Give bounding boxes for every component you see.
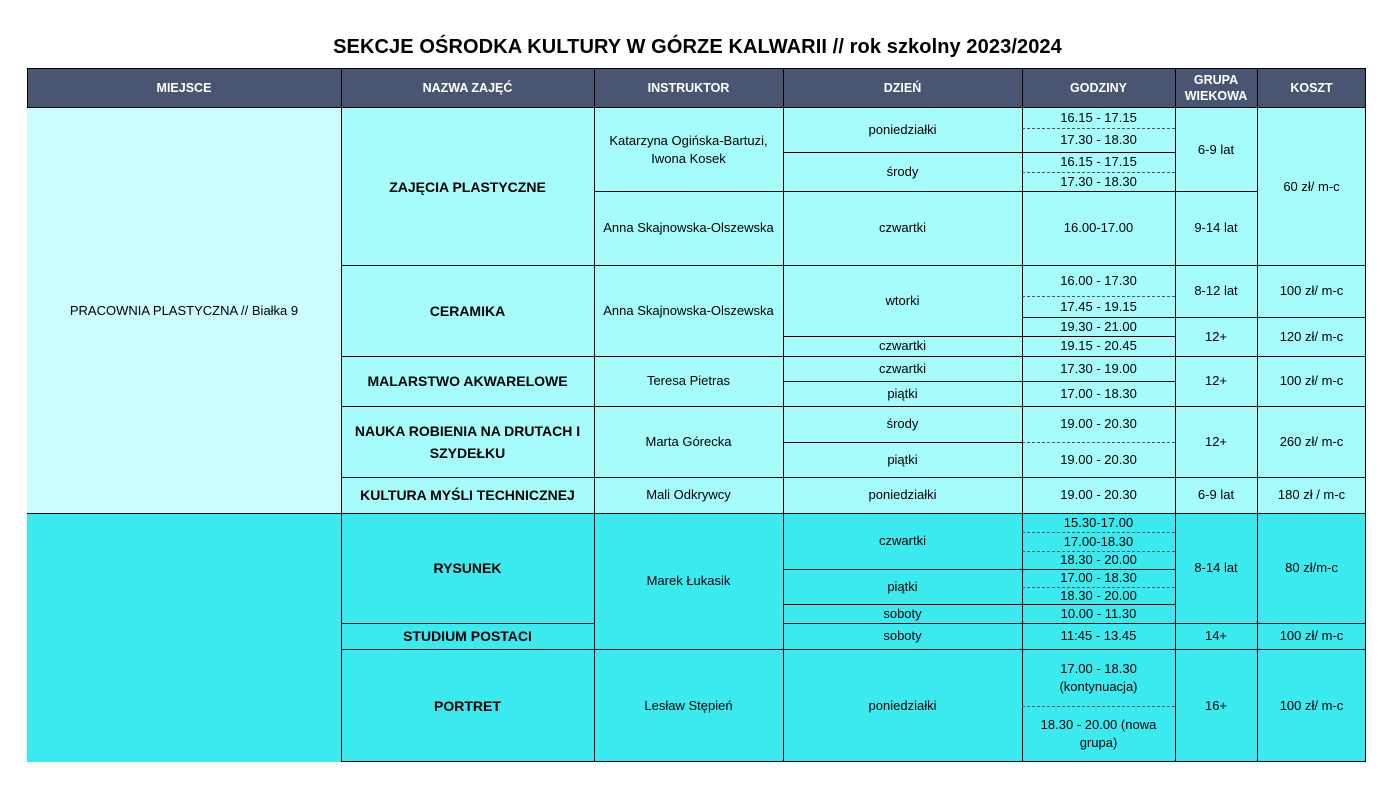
- header-dzien: DZIEŃ: [783, 68, 1022, 108]
- header-godziny: GODZINY: [1022, 68, 1175, 108]
- grid-line: [783, 152, 1175, 153]
- dzien-poniedzialki: poniedziałki: [868, 122, 937, 137]
- koszt-cell: 100 zł/ m-c: [1279, 373, 1344, 388]
- koszt-cell: 120 zł/ m-c: [1279, 328, 1344, 344]
- godziny-cell: 15.30-17.00: [1063, 514, 1134, 530]
- page-title: SEKCJE OŚRODKA KULTURY W GÓRZE KALWARII // rok szkolny 2023/2024: [333, 36, 1062, 58]
- nazwa-zajecia-plastyczne: ZAJĘCIA PLASTYCZNE: [389, 178, 546, 195]
- koszt-cell: 80 zł/m-c: [1285, 560, 1338, 575]
- grid-dash: [1022, 706, 1175, 707]
- dzien-czwartki-rysunek: czwartki: [879, 533, 926, 548]
- grid-line: [783, 381, 1175, 382]
- grid-dash: [1022, 587, 1175, 588]
- dzien-czwartki-malarstwo: czwartki: [879, 360, 926, 376]
- dzien-piatki-malarstwo: piątki: [887, 385, 918, 401]
- grid-line: [341, 356, 1366, 357]
- godziny-cell: 16.00-17.00: [1063, 220, 1134, 235]
- dzien-piatki-drutach: piątki: [887, 451, 918, 467]
- grid-line: [783, 569, 1175, 570]
- dzien-poniedzialki-kultura: poniedziałki: [868, 487, 937, 502]
- dzien-czwartki: czwartki: [879, 220, 926, 235]
- grupa-cell: 9-14 lat: [1194, 220, 1238, 235]
- grid-line: [341, 649, 1366, 650]
- godziny-cell: 17.30 - 18.30: [1060, 132, 1137, 147]
- grid-line: [783, 442, 1022, 443]
- instruktor-pietras: Teresa Pietras: [646, 373, 731, 388]
- grid-line: [783, 623, 1366, 624]
- dzien-soboty-rysunek: soboty: [883, 605, 922, 621]
- header-instruktor: INSTRUKTOR: [594, 68, 783, 108]
- instruktor-skajnowska: Anna Skajnowska-Olszewska: [603, 220, 774, 235]
- nazwa-ceramika: CERAMIKA: [429, 302, 506, 319]
- grupa-cell: 6-9 lat: [1197, 487, 1235, 502]
- instruktor-stepien: Lesław Stępień: [644, 697, 733, 713]
- grid-line: [594, 68, 595, 762]
- grid-line: [783, 68, 784, 762]
- dzien-poniedzialki-portret: poniedziałki: [868, 697, 937, 713]
- grupa-cell: 12+: [1204, 328, 1228, 344]
- grid-line: [27, 68, 28, 108]
- godziny-cell: 17.00-18.30: [1063, 533, 1134, 549]
- godziny-cell: 17.30 - 18.30: [1060, 173, 1137, 189]
- koszt-cell: 60 zł/ m-c: [1283, 178, 1340, 194]
- grid-line: [27, 513, 1366, 514]
- miejsce-pracownia: PRACOWNIA PLASTYCZNA // Białka 9: [69, 302, 299, 318]
- grid-line: [27, 107, 1366, 108]
- grupa-cell: 8-12 lat: [1194, 283, 1238, 298]
- grupa-cell: 12+: [1204, 433, 1228, 449]
- grid-line: [341, 623, 594, 624]
- koszt-cell: 260 zł/ m-c: [1279, 433, 1344, 449]
- dzien-piatki-rysunek: piątki: [887, 578, 918, 594]
- dzien-wtorki: wtorki: [885, 292, 920, 308]
- grid-line: [341, 761, 1366, 762]
- koszt-cell: 100 zł/ m-c: [1279, 628, 1344, 643]
- grid-line: [341, 477, 1366, 478]
- grupa-cell: 8-14 lat: [1194, 560, 1238, 575]
- instruktor-lukasik: Marek Łukasik: [646, 573, 731, 588]
- godziny-cell: 17.00 - 18.30 (kontynuacja): [1059, 660, 1138, 694]
- grid-line: [27, 68, 1366, 69]
- nazwa-rysunek: RYSUNEK: [433, 560, 502, 576]
- grid-line: [1175, 68, 1176, 762]
- grid-dash: [1022, 551, 1175, 552]
- godziny-cell: 16.00 - 17.30: [1060, 272, 1137, 288]
- grid-dash: [1022, 172, 1175, 173]
- grid-dash: [1022, 128, 1175, 129]
- godziny-cell: 19.00 - 20.30: [1060, 487, 1137, 502]
- koszt-cell: 100 zł/ m-c: [1279, 697, 1344, 713]
- koszt-cell: 100 zł/ m-c: [1279, 283, 1344, 298]
- dzien-srody-drutach: środy: [886, 416, 919, 431]
- dzien-czwartki-ceramika: czwartki: [879, 338, 926, 353]
- header-nazwa: NAZWA ZAJĘĆ: [341, 68, 594, 108]
- grid-line: [1365, 68, 1366, 762]
- grid-line: [1022, 317, 1366, 318]
- nazwa-studium-postaci: STUDIUM POSTACI: [403, 628, 532, 644]
- dzien-srody: środy: [886, 163, 919, 179]
- instruktor-mali-odkrywcy: Mali Odkrywcy: [646, 487, 731, 502]
- grid-dash: [1022, 532, 1175, 533]
- grupa-cell: 6-9 lat: [1197, 141, 1235, 157]
- godziny-cell: 18.30 - 20.00: [1060, 587, 1137, 603]
- instruktor-skajnowska-ceramika: Anna Skajnowska-Olszewska: [603, 302, 774, 318]
- header-miejsce: MIEJSCE: [27, 68, 341, 108]
- instruktor- oginska-kosek: Katarzyna Ogińska-Bartuzi, Iwona Kosek: [609, 132, 768, 166]
- grid-dash: [1022, 442, 1175, 443]
- grid-line: [783, 336, 1175, 337]
- godziny-cell: 18.30 - 20.00 (nowa grupa): [1040, 717, 1157, 750]
- godziny-cell: 19.30 - 21.00: [1060, 318, 1137, 334]
- instruktor-gorecka: Marta Górecka: [645, 433, 732, 449]
- nazwa-kultura-mysli: KULTURA MYŚLI TECHNICZNEJ: [360, 487, 575, 503]
- godziny-cell: 17.00 - 18.30: [1060, 570, 1137, 585]
- godziny-cell: 10.00 - 11.30: [1060, 605, 1137, 621]
- grid-dash: [1022, 296, 1175, 297]
- koszt-cell: 180 zł / m-c: [1277, 487, 1346, 502]
- grid-line: [1257, 68, 1258, 762]
- dzien-soboty-studium: soboty: [883, 628, 922, 643]
- godziny-cell: 17.45 - 19.15: [1060, 298, 1137, 314]
- godziny-cell: 11:45 - 13.45: [1060, 628, 1137, 643]
- godziny-cell: 17.00 - 18.30: [1060, 385, 1137, 401]
- grid-line: [594, 191, 1257, 192]
- grupa-cell: 14+: [1204, 628, 1228, 643]
- grid-line: [341, 406, 1366, 407]
- header-grupa: GRUPA WIEKOWA: [1175, 68, 1257, 108]
- nazwa-drutach-szydelku: NAUKA ROBIENIA NA DRUTACH I SZYDEŁKU: [354, 422, 581, 461]
- godziny-cell: 16.15 - 17.15: [1060, 110, 1137, 125]
- godziny-cell: 16.15 - 17.15: [1060, 154, 1137, 169]
- godziny-cell: 19.15 - 20.45: [1060, 338, 1137, 353]
- grupa-cell: 16+: [1204, 697, 1228, 713]
- godziny-cell: 18.30 - 20.00: [1060, 552, 1137, 567]
- nazwa-malarstwo: MALARSTWO AKWARELOWE: [367, 373, 568, 389]
- grid-line: [341, 68, 342, 762]
- header-koszt: KOSZT: [1257, 68, 1366, 108]
- nazwa-portret: PORTRET: [434, 697, 501, 714]
- godziny-cell: 19.00 - 20.30: [1060, 416, 1137, 431]
- grid-line: [783, 604, 1175, 605]
- godziny-cell: 17.30 - 19.00: [1060, 360, 1137, 376]
- grupa-cell: 12+: [1204, 373, 1228, 388]
- grid-line: [341, 265, 1366, 266]
- godziny-cell: 19.00 - 20.30: [1060, 451, 1137, 467]
